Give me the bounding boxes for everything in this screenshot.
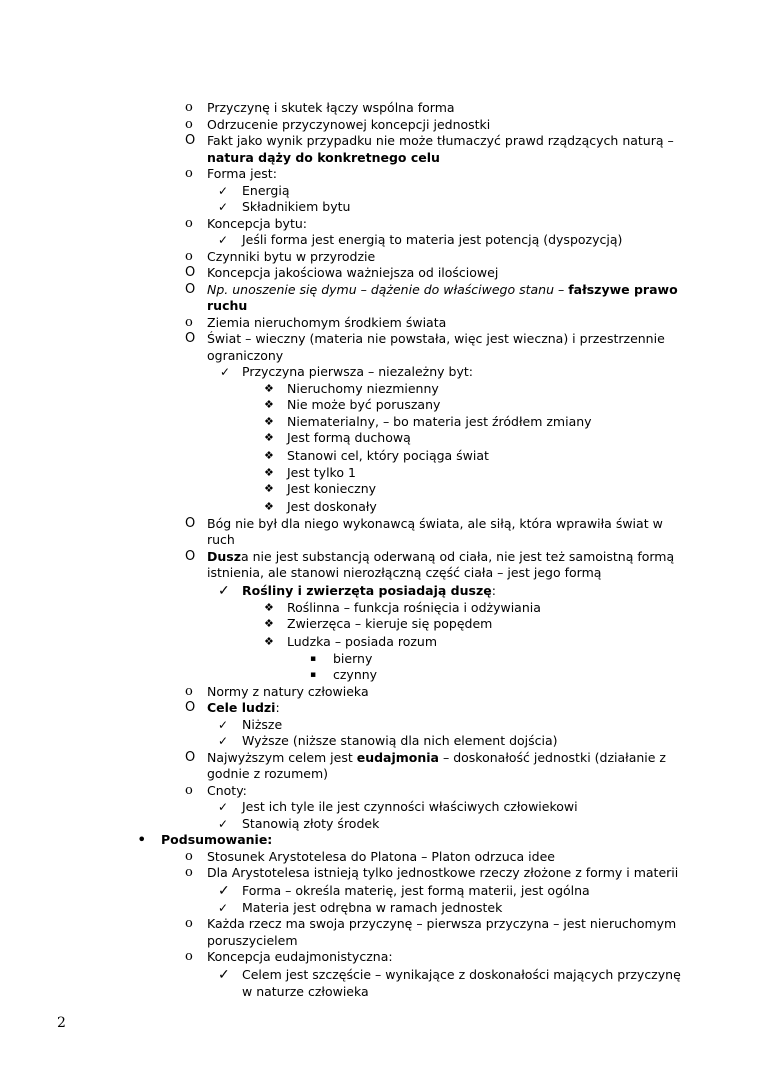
- list-item: [0, 364, 760, 381]
- italic-text: Np. unoszenie się dymu – dążenie do właściwego stanu: [207, 281, 555, 297]
- circle-bullet-icon: O: [185, 331, 196, 346]
- list-item-text: czynny: [333, 667, 378, 682]
- list-item: [0, 684, 760, 701]
- circle-bullet-icon: o: [185, 848, 193, 864]
- list-item-text: istnienia, ale stanowi nierozłączną część ciała – jest jego formą: [207, 565, 602, 580]
- diamond-bullet-icon: ❖: [264, 381, 274, 395]
- list-item-text: Koncepcja bytu:: [207, 215, 307, 231]
- list-item: [0, 816, 760, 833]
- list-item: [0, 183, 760, 200]
- list-item-text: Jest formą duchową: [287, 430, 411, 445]
- list-item-text: Przyczyna pierwsza – niezależny byt:: [242, 364, 473, 379]
- diamond-bullet-icon: ❖: [264, 414, 274, 428]
- list-item: [0, 667, 760, 684]
- bold-text: fałszywe prawo: [568, 281, 678, 297]
- list-item-text: Odrzucenie przyczynowej koncepcji jednostki: [207, 116, 491, 132]
- summary-heading: Podsumowanie:: [161, 832, 273, 847]
- circle-bullet-icon: o: [185, 116, 193, 132]
- list-item: [0, 865, 760, 882]
- list-item-text: Stanowi cel, który pociąga świat: [287, 447, 489, 463]
- list-item: [0, 549, 760, 566]
- check-icon: ✓: [218, 717, 229, 732]
- circle-bullet-icon: O: [185, 265, 196, 280]
- list-item: [0, 616, 760, 633]
- list-item-text: Celem jest szczęście – wynikające z doskonałości mających przyczynę: [242, 966, 681, 982]
- document-body: [0, 100, 760, 1000]
- circle-bullet-icon: o: [185, 683, 193, 699]
- list-item-text: Czynniki bytu w przyrodzie: [207, 248, 376, 264]
- circle-bullet-icon: o: [185, 248, 193, 264]
- list-item-text: [207, 750, 666, 767]
- list-item-text: Nie może być poruszany: [287, 397, 441, 412]
- check-icon: ✓: [220, 365, 231, 379]
- list-item-text: [207, 549, 674, 566]
- list-item: [0, 498, 760, 516]
- check-icon: ✓: [218, 233, 229, 247]
- list-item-text: w naturze człowieka: [242, 983, 369, 999]
- list-item-text: ruchu: [207, 298, 248, 313]
- circle-bullet-icon: o: [185, 865, 193, 880]
- list-item-text: Bóg nie był dla niego wykonawcą świata, ale siłą, która wprawiła świat w: [207, 515, 663, 531]
- list-item: [0, 651, 760, 668]
- circle-bullet-icon: o: [185, 314, 193, 330]
- list-item-text: Przyczynę i skutek łączy wspólna forma: [207, 100, 455, 115]
- list-item-text: Materia jest odrębna w ramach jednostek: [242, 899, 503, 915]
- list-item-text: Dla Arystotelesa istnieją tylko jednostkowe rzeczy złożone z formy i materii: [207, 865, 679, 880]
- list-item-text: poruszycielem: [207, 932, 298, 948]
- list-item-text: Stanowią złoty środek: [242, 815, 380, 831]
- list-item-continuation: [0, 933, 760, 950]
- list-item: [0, 199, 760, 216]
- list-item-text: Cnoty:: [207, 782, 247, 798]
- circle-bullet-icon: O: [185, 281, 196, 297]
- circle-bullet-icon: o: [185, 215, 193, 231]
- list-item: [0, 733, 760, 750]
- list-item: [0, 633, 760, 651]
- diamond-bullet-icon: ❖: [264, 617, 274, 630]
- list-item-text: Jest tylko 1: [287, 464, 356, 480]
- circle-bullet-icon: O: [185, 515, 196, 531]
- list-item: [0, 783, 760, 800]
- list-item-text: Energią: [242, 182, 290, 198]
- circle-bullet-icon: O: [185, 749, 196, 765]
- list-item-continuation: [0, 348, 760, 365]
- list-item-continuation: [0, 298, 760, 315]
- list-item-continuation: [0, 984, 760, 1001]
- list-item: [0, 117, 760, 134]
- list-item-text: [242, 582, 496, 600]
- list-item-text: Każda rzecz ma swoja przyczynę – pierwsza przyczyna – jest nieruchomym: [207, 916, 677, 931]
- list-item-text: Zwierzęca – kieruje się popędem: [287, 616, 493, 631]
- bold-text: Cele ludzi: [207, 700, 276, 715]
- plain-text: a nie jest substancją oderwaną od ciała, nie jest też samoistną formą: [241, 548, 675, 564]
- list-item: [0, 949, 760, 966]
- circle-bullet-icon: o: [185, 782, 193, 798]
- list-item-text: Składnikiem bytu: [242, 199, 351, 214]
- circle-bullet-icon: o: [185, 916, 193, 931]
- list-item: [0, 465, 760, 482]
- list-item: [0, 430, 760, 447]
- list-item-text: Stosunek Arystotelesa do Platona – Platon odrzuca idee: [207, 848, 555, 864]
- plain-text: :: [275, 700, 280, 715]
- page-number: 2: [57, 1015, 66, 1031]
- list-item-text: Jeśli forma jest energią to materia jest potencją (dyspozycją): [242, 232, 623, 247]
- separator-text: –: [554, 281, 569, 297]
- list-item-text: Ludzka – posiada rozum: [287, 633, 438, 649]
- list-item: [0, 832, 760, 849]
- list-item: [0, 717, 760, 734]
- list-item-text: Jest doskonały: [287, 498, 377, 514]
- list-item-text: Normy z natury człowieka: [207, 683, 369, 699]
- check-icon: ✓: [218, 734, 229, 748]
- list-item: [0, 315, 760, 332]
- diamond-bullet-icon: ❖: [264, 431, 274, 444]
- list-item-text: bierny: [333, 650, 373, 666]
- diamond-bullet-icon: ❖: [264, 398, 274, 411]
- list-item: [0, 882, 760, 900]
- check-icon: ✓: [218, 900, 229, 915]
- dot-bullet-icon: •: [137, 830, 147, 849]
- diamond-bullet-icon: ❖: [264, 600, 274, 614]
- list-item: [0, 849, 760, 866]
- list-item-text: Świat – wieczny (materia nie powstała, więc jest wieczna) i przestrzennie: [207, 331, 665, 346]
- list-item: [0, 414, 760, 431]
- diamond-bullet-icon: ❖: [264, 499, 274, 513]
- square-bullet-icon: ▪: [310, 670, 317, 680]
- check-icon: ✓: [218, 800, 229, 814]
- square-bullet-icon: ▪: [310, 653, 317, 664]
- list-item-text: Roślinna – funkcja rośnięcia i odżywiania: [287, 599, 541, 615]
- plain-text: :: [491, 582, 496, 598]
- check-icon: ✓: [218, 582, 230, 599]
- list-item: [0, 582, 760, 600]
- list-item: [0, 166, 760, 183]
- list-item-text: Ziemia nieruchomym środkiem świata: [207, 314, 447, 330]
- bold-text: eudajmonia: [356, 749, 439, 765]
- list-item: [0, 700, 760, 717]
- list-item: [0, 249, 760, 266]
- list-item-continuation: [0, 532, 760, 549]
- list-item: [0, 916, 760, 933]
- list-item-text: godnie z rozumem): [207, 766, 329, 781]
- list-item-text: Koncepcja eudajmonistyczna:: [207, 949, 393, 964]
- list-item: [0, 133, 760, 150]
- list-item: [0, 232, 760, 249]
- list-item: [0, 265, 760, 282]
- list-item: [0, 966, 760, 984]
- list-item: [0, 600, 760, 617]
- circle-bullet-icon: o: [185, 100, 193, 115]
- list-item: [0, 447, 760, 465]
- list-item-text: Jest ich tyle ile jest czynności właściwych człowiekowi: [242, 799, 578, 814]
- circle-bullet-icon: o: [185, 166, 193, 181]
- list-item: [0, 516, 760, 533]
- list-item: [0, 481, 760, 498]
- list-item-text: Koncepcja jakościowa ważniejsza od ilościowej: [207, 265, 499, 280]
- list-item: [0, 100, 760, 117]
- list-item-text: [207, 282, 678, 299]
- circle-bullet-icon: O: [185, 133, 196, 148]
- list-item-text: [207, 700, 280, 717]
- diamond-bullet-icon: ❖: [264, 482, 274, 495]
- list-item-continuation: [0, 766, 760, 783]
- list-item: [0, 750, 760, 767]
- check-icon: ✓: [218, 183, 229, 198]
- circle-bullet-icon: O: [185, 548, 196, 564]
- diamond-bullet-icon: ❖: [264, 448, 274, 462]
- bold-text: Dusz: [207, 548, 241, 564]
- bold-text: Rośliny i zwierzęta posiadają duszę: [242, 582, 492, 598]
- list-item: [0, 799, 760, 816]
- check-icon: ✓: [218, 200, 229, 214]
- list-item-text: Niematerialny, – bo materia jest źródłem zmiany: [287, 413, 592, 429]
- plain-text: – doskonałość jednostki (działanie z: [439, 749, 666, 765]
- list-item-continuation: [0, 150, 760, 167]
- list-item-text: ograniczony: [207, 347, 284, 363]
- list-item-text: natura dąży do konkretnego celu: [207, 149, 440, 165]
- diamond-bullet-icon: ❖: [264, 634, 274, 648]
- list-item-text: Forma – określa materię, jest formą materii, jest ogólna: [242, 882, 590, 898]
- plain-text: Najwyższym celem jest: [207, 749, 357, 765]
- list-item-text: Niższe: [242, 716, 283, 732]
- list-item-continuation: [0, 565, 760, 582]
- list-item: [0, 397, 760, 414]
- diamond-bullet-icon: ❖: [264, 465, 274, 479]
- list-item: [0, 381, 760, 398]
- check-icon: ✓: [218, 882, 230, 899]
- check-icon: ✓: [218, 816, 229, 831]
- list-item-text: Fakt jako wynik przypadku nie może tłumaczyć prawd rządzących naturą –: [207, 133, 674, 148]
- list-item: [0, 216, 760, 233]
- list-item-text: Nieruchomy niezmienny: [287, 380, 439, 396]
- list-item: [0, 331, 760, 348]
- list-item-text: Jest konieczny: [287, 481, 377, 496]
- check-icon: ✓: [218, 966, 230, 983]
- list-item-text: Forma jest:: [207, 166, 277, 181]
- list-item: [0, 282, 760, 299]
- circle-bullet-icon: o: [185, 949, 193, 964]
- list-item-text: Wyższe (niższe stanowią dla nich element dojścia): [242, 733, 558, 748]
- circle-bullet-icon: O: [185, 700, 196, 715]
- list-item: [0, 900, 760, 917]
- list-item-text: ruch: [207, 532, 235, 547]
